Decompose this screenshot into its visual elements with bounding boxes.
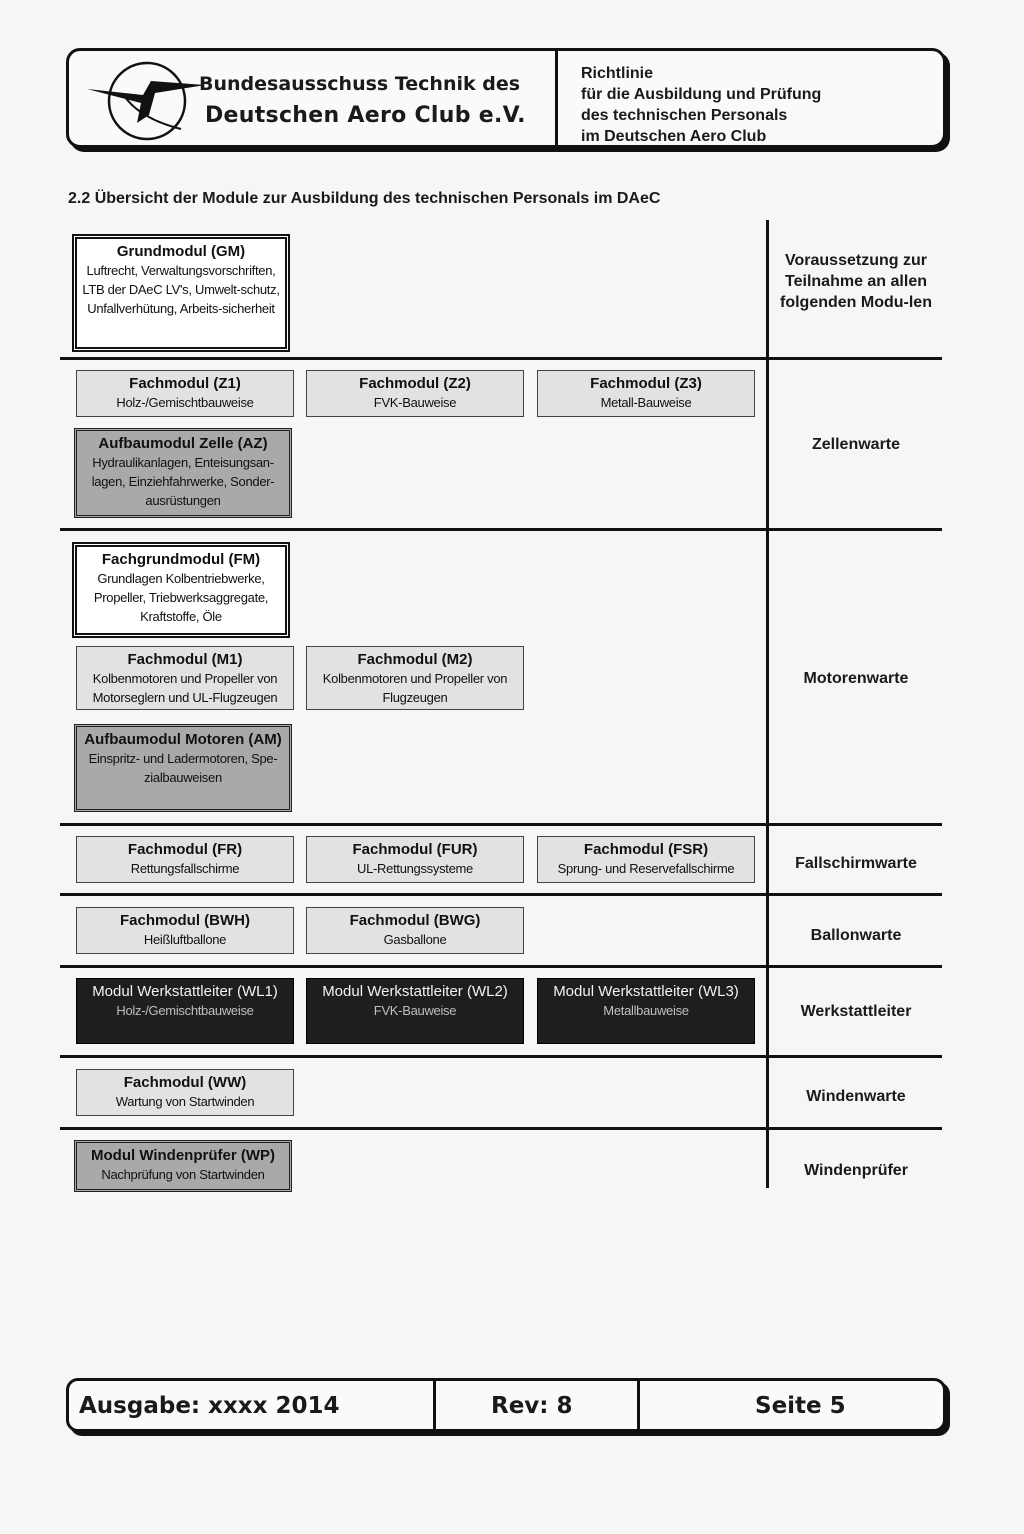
role-prerequisite: Voraussetzung zur Teilnahme an allen folgenden Modu-len	[780, 252, 932, 311]
guideline-title	[581, 63, 821, 147]
footer-revision: Rev: 8	[491, 1393, 573, 1419]
role-windenpruefer: Windenprüfer	[804, 1162, 908, 1179]
role-zellenwarte: Zellenwarte	[811, 436, 901, 453]
module-description: Wartung von Startwinden	[115, 1094, 255, 1109]
module-m2	[306, 646, 524, 710]
module-bwg	[306, 907, 524, 954]
module-fur	[306, 836, 524, 883]
module-title: Aufbaumodul Zelle (AZ)	[98, 435, 268, 452]
module-description: UL-Rettungssysteme	[357, 861, 473, 876]
module-wl2	[306, 978, 524, 1044]
module-fm	[72, 542, 290, 638]
row-divider	[60, 357, 942, 360]
module-description: Nachprüfung von Startwinden	[101, 1167, 265, 1182]
module-z1	[76, 370, 294, 417]
role-ballonwarte: Ballonwarte	[810, 927, 902, 944]
module-description: Sprung- und Reservefallschirme	[557, 861, 735, 876]
module-description: Hydraulikanlagen, Enteisungsan-lagen, Einziehfahrwerke, Sonder-ausrüstungen	[91, 455, 275, 508]
module-title: Modul Werkstattleiter (WL3)	[553, 983, 739, 1000]
module-fsr	[537, 836, 755, 883]
module-bwh	[76, 907, 294, 954]
guideline-line: Richtlinie	[581, 65, 654, 82]
guideline-line: für die Ausbildung und Prüfung	[581, 86, 822, 103]
module-title: Fachgrundmodul (FM)	[101, 551, 261, 568]
module-title: Fachmodul (FR)	[127, 841, 243, 858]
module-title: Fachmodul (FUR)	[352, 841, 478, 858]
role-werkstattleiter: Werkstattleiter	[800, 1003, 912, 1020]
module-z3	[537, 370, 755, 417]
module-title: Modul Werkstattleiter (WL1)	[92, 983, 278, 1000]
module-description: Grundlagen Kolbentriebwerke, Propeller, Triebwerksaggregate, Kraftstoffe, Öle	[93, 571, 269, 624]
daec-logo-icon	[85, 59, 203, 143]
module-title: Modul Windenprüfer (WP)	[91, 1147, 275, 1164]
module-title: Modul Werkstattleiter (WL2)	[322, 983, 508, 1000]
org-name-line1: Bundesausschuss Technik des	[199, 73, 521, 95]
module-wl3	[537, 978, 755, 1044]
module-title: Aufbaumodul Motoren (AM)	[84, 731, 282, 748]
document-footer	[66, 1378, 946, 1432]
document-header	[66, 48, 946, 148]
row-divider	[60, 893, 942, 896]
module-description: Metall-Bauweise	[600, 395, 692, 410]
module-description: Holz-/Gemischtbauweise	[116, 1003, 254, 1018]
module-description: Kolbenmotoren und Propeller von Flugzeugen	[322, 671, 508, 705]
row-divider	[60, 1127, 942, 1130]
module-wp	[74, 1140, 292, 1192]
module-title: Fachmodul (Z3)	[590, 375, 702, 392]
footer-divider	[433, 1381, 436, 1429]
module-description: Rettungsfallschirme	[130, 861, 240, 876]
module-description: Heißluftballone	[143, 932, 227, 947]
module-description: FVK-Bauweise	[373, 1003, 457, 1018]
module-gm	[72, 234, 290, 352]
module-description: Metallbauweise	[603, 1003, 689, 1018]
guideline-line: im Deutschen Aero Club	[581, 128, 767, 145]
module-description: Holz-/Gemischtbauweise	[116, 395, 254, 410]
footer-edition: Ausgabe: xxxx 2014	[79, 1393, 340, 1419]
header-divider	[555, 51, 558, 145]
module-title: Fachmodul (BWH)	[120, 912, 250, 929]
module-z2	[306, 370, 524, 417]
footer-page-number: Seite 5	[755, 1393, 846, 1419]
module-title: Grundmodul (GM)	[116, 243, 246, 260]
module-m1	[76, 646, 294, 710]
module-description: Gasballone	[383, 932, 447, 947]
module-title: Fachmodul (M2)	[357, 651, 473, 668]
module-title: Fachmodul (Z2)	[359, 375, 471, 392]
role-column-divider	[766, 220, 769, 1188]
module-az	[74, 428, 292, 518]
role-windenwarte: Windenwarte	[806, 1088, 906, 1105]
footer-divider	[637, 1381, 640, 1429]
module-title: Fachmodul (FSR)	[583, 841, 709, 858]
module-fr	[76, 836, 294, 883]
role-motorenwarte: Motorenwarte	[803, 670, 909, 687]
module-title: Fachmodul (BWG)	[349, 912, 481, 929]
module-description: FVK-Bauweise	[373, 395, 457, 410]
module-description: Einspritz- und Ladermotoren, Spe-zialbauweisen	[88, 751, 278, 785]
role-fallschirmwarte: Fallschirmwarte	[795, 855, 917, 872]
row-divider	[60, 823, 942, 826]
row-divider	[60, 1055, 942, 1058]
row-divider	[60, 528, 942, 531]
module-title: Fachmodul (WW)	[123, 1074, 247, 1091]
section-title: 2.2 Übersicht der Module zur Ausbildung des technischen Personals im DAeC	[68, 190, 661, 207]
module-ww	[76, 1069, 294, 1116]
module-am	[74, 724, 292, 812]
module-description: Kolbenmotoren und Propeller von Motorseglern und UL-Flugzeugen	[92, 671, 278, 705]
module-title: Fachmodul (Z1)	[129, 375, 241, 392]
module-description: Luftrecht, Verwaltungsvorschriften, LTB der DAeC LV's, Umwelt-schutz, Unfallverhütung, Arbeits-sicherheit	[82, 263, 280, 316]
module-wl1	[76, 978, 294, 1044]
org-name-line2: Deutschen Aero Club e.V.	[205, 103, 526, 128]
module-title: Fachmodul (M1)	[127, 651, 243, 668]
row-divider	[60, 965, 942, 968]
guideline-line: des technischen Personals	[581, 107, 788, 124]
